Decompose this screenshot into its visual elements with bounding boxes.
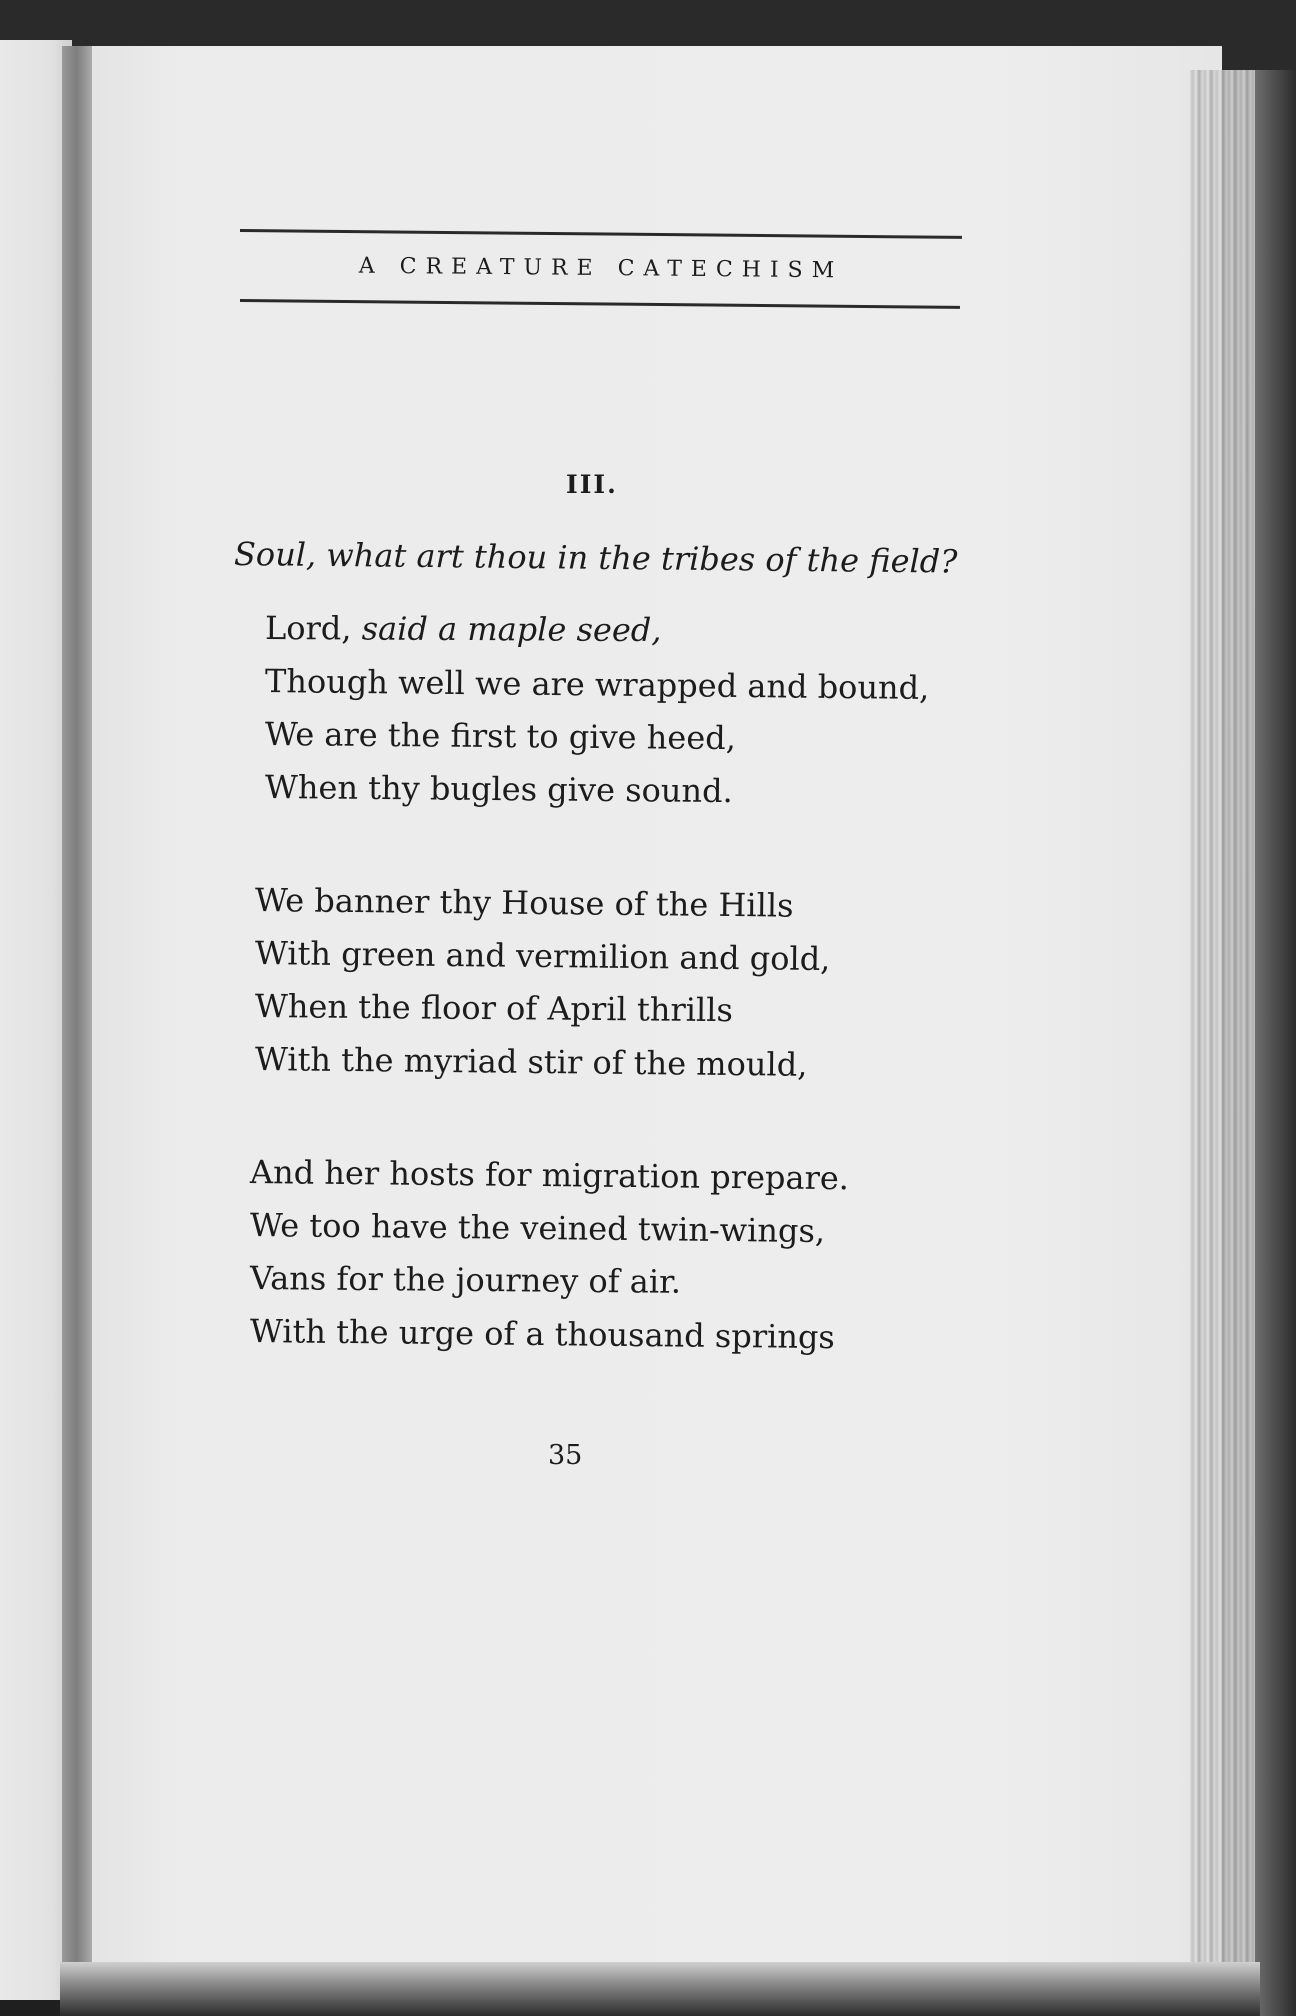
stanza-3-line-2: We too have the veined twin-wings, [249, 1206, 826, 1251]
stanza-2-line-2: With green and vermilion and gold, [254, 934, 831, 979]
stanza-1-line-4: When thy bugles give sound. [264, 768, 733, 811]
section-number: III. [566, 470, 618, 499]
page-number: 35 [548, 1440, 583, 1471]
stanza-3-line-4: With the urge of a thousand springs [249, 1312, 836, 1357]
running-head: A CREATURE CATECHISM [358, 253, 844, 284]
stanza-1-line-1 [265, 602, 930, 658]
stanza-2-line-4: With the myriad stir of the mould, [254, 1040, 808, 1084]
poem-question: Soul, what art thou in the tribes of the field? [233, 535, 958, 581]
fore-edge-shadow [1255, 70, 1296, 2016]
stanza-1-line-2: Though well we are wrapped and bound, [264, 662, 930, 707]
stanza-2-line-3: When the floor of April thrills [254, 987, 733, 1030]
line-italic-text: said a maple seed, [361, 609, 662, 650]
line-roman-text: Lord, [264, 609, 362, 648]
stanza-3-line-1: And her hosts for migration prepare. [249, 1153, 850, 1198]
stanza-2 [255, 874, 830, 1086]
stanza-3 [250, 1146, 849, 1358]
stanza-2-line-1: We banner thy House of the Hills [254, 881, 794, 925]
stanza-3-line-3: Vans for the journey of air. [249, 1259, 682, 1301]
page-bottom-edge [60, 1962, 1260, 2016]
stanza-1-line-3: We are the first to give heed, [264, 715, 737, 758]
stanza-1 [265, 602, 929, 814]
